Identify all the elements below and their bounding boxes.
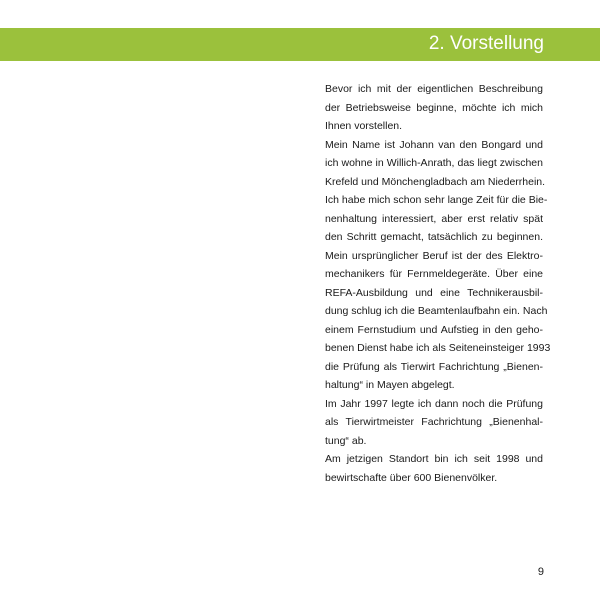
chapter-title: 2. Vorstellung [428, 33, 544, 54]
text-line: Ich habe mich schon sehr lange Zeit für die Bie- [325, 194, 548, 206]
text-line: REFA-Ausbildung und eine Technikerausbil- [325, 286, 543, 299]
text-line: bewirtschafte über 600 Bienenvölker. [325, 471, 498, 484]
text-line: tung“ ab. [325, 434, 367, 447]
text-line: Am jetzigen Standort bin ich seit 1998 und [325, 453, 543, 465]
text-line: Mein ursprünglicher Beruf ist der des Elektro- [325, 249, 543, 262]
text-line: der Betriebsweise beginne, möchte ich mich [325, 101, 543, 114]
text-line: einem Fernstudium und Aufstieg in den geho- [325, 323, 543, 336]
text-line: den Schritt gemacht, tatsächlich zu beginnen. [325, 231, 543, 243]
text-line: Krefeld und Mönchengladbach am Niederrhein. [325, 175, 546, 188]
text-line: Ihnen vorstellen. [325, 120, 403, 132]
text-line: benen Dienst habe ich als Seiteneinsteiger 1993 [325, 342, 551, 354]
text-line: dung schlug ich die Beamtenlaufbahn ein. Nach [325, 305, 548, 317]
text-line: die Prüfung als Tierwirt Fachrichtung „Bienen- [325, 360, 543, 373]
chapter-header-bar [0, 28, 600, 61]
text-line: Mein Name ist Johann van den Bongard und [325, 138, 543, 151]
text-line: nenhaltung interessiert, aber erst relativ spät [325, 212, 543, 225]
text-line: ich wohne in Willich-Anrath, das liegt zwischen [325, 157, 543, 169]
body-text [325, 80, 551, 487]
text-line: haltung“ in Mayen abgelegt. [325, 379, 455, 391]
text-line: mechanikers für Fernmeldegeräte. Über eine [325, 268, 543, 280]
text-line: als Tierwirtmeister Fachrichtung „Bienenhal- [325, 416, 543, 428]
text-line: Im Jahr 1997 legte ich dann noch die Prüfung [325, 397, 543, 410]
text-line: Bevor ich mit der eigentlichen Beschreibung [325, 83, 543, 95]
page-number: 9 [537, 566, 544, 578]
